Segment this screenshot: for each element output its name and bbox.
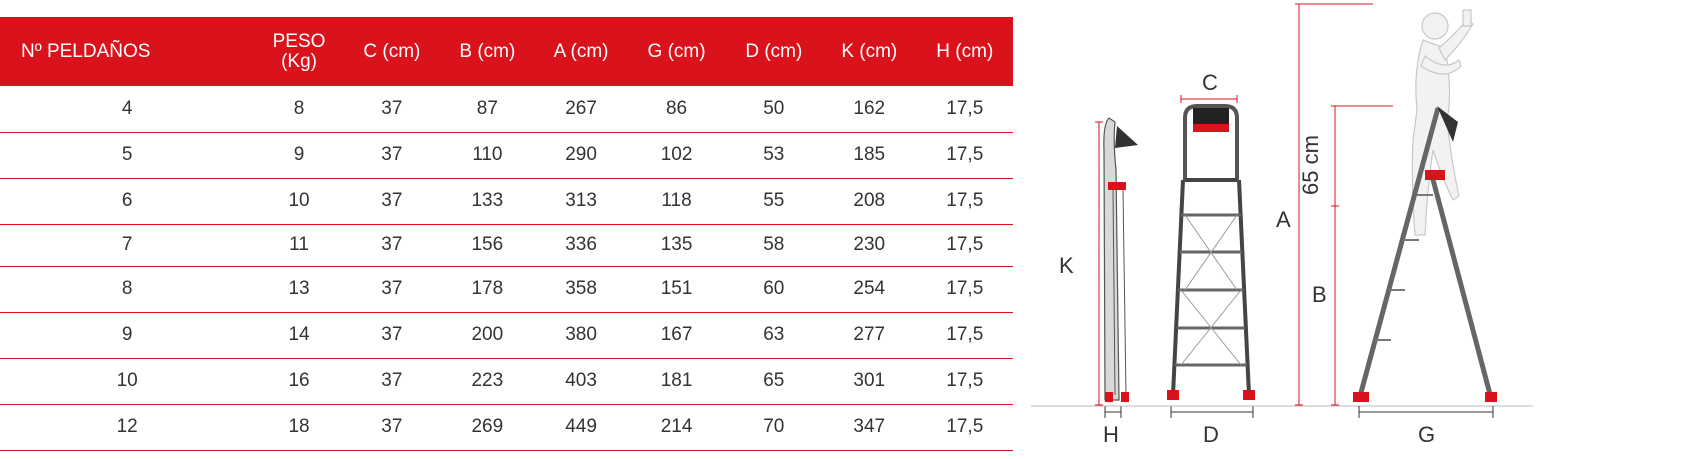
cell-c: 37	[344, 224, 440, 266]
cell-peldanos: 4	[0, 86, 254, 132]
header-b: B (cm)	[440, 17, 535, 86]
cell-peso: 9	[254, 132, 343, 178]
header-h: H (cm)	[917, 17, 1013, 86]
label-h: H	[1103, 422, 1119, 447]
cell-c: 37	[344, 178, 440, 224]
cell-d: 55	[726, 178, 822, 224]
cell-k: 230	[822, 224, 917, 266]
cell-c: 37	[344, 358, 440, 404]
table-row	[0, 132, 1013, 178]
cell-k: 277	[822, 312, 917, 358]
cell-c: 37	[344, 312, 440, 358]
cell-peldanos: 5	[0, 132, 254, 178]
cell-h: 17,5	[917, 358, 1013, 404]
cell-peso: 16	[254, 358, 343, 404]
cell-d: 63	[726, 312, 822, 358]
table-row	[0, 358, 1013, 404]
cell-a: 358	[535, 266, 628, 312]
cell-b: 269	[440, 404, 535, 450]
cell-g: 151	[627, 266, 725, 312]
cell-peso: 8	[254, 86, 343, 132]
header-peldanos: Nº PELDAÑOS	[0, 17, 254, 86]
cell-k: 162	[822, 86, 917, 132]
cell-k: 301	[822, 358, 917, 404]
cell-a: 449	[535, 404, 628, 450]
cell-g: 214	[627, 404, 725, 450]
cell-d: 58	[726, 224, 822, 266]
cell-a: 403	[535, 358, 628, 404]
cell-k: 347	[822, 404, 917, 450]
header-d: D (cm)	[726, 17, 822, 86]
cell-h: 17,5	[917, 266, 1013, 312]
ladder-open-side-view	[1295, 4, 1497, 418]
label-c: C	[1202, 70, 1218, 95]
cell-peldanos: 9	[0, 312, 254, 358]
label-g: G	[1418, 422, 1436, 447]
label-k: K	[1059, 253, 1074, 278]
cell-h: 17,5	[917, 132, 1013, 178]
cell-d: 70	[726, 404, 822, 450]
cell-g: 135	[627, 224, 725, 266]
table-row	[0, 404, 1013, 450]
cell-a: 290	[535, 132, 628, 178]
cell-c: 37	[344, 86, 440, 132]
cell-peldanos: 6	[0, 178, 254, 224]
ladder-diagrams	[1013, 0, 1683, 459]
ladder-front-view	[1167, 95, 1255, 418]
cell-d: 50	[726, 86, 822, 132]
cell-h: 17,5	[917, 86, 1013, 132]
header-peso-line1: PESO	[272, 30, 326, 52]
cell-peldanos: 10	[0, 358, 254, 404]
cell-h: 17,5	[917, 178, 1013, 224]
cell-d: 65	[726, 358, 822, 404]
cell-d: 53	[726, 132, 822, 178]
header-k: K (cm)	[822, 17, 917, 86]
cell-g: 181	[627, 358, 725, 404]
cell-b: 200	[440, 312, 535, 358]
cell-b: 156	[440, 224, 535, 266]
ladder-folded-side-view	[1095, 118, 1138, 418]
table-row	[0, 178, 1013, 224]
table-header-row	[0, 17, 1013, 86]
cell-b: 110	[440, 132, 535, 178]
cell-d: 60	[726, 266, 822, 312]
cell-a: 380	[535, 312, 628, 358]
table-row	[0, 312, 1013, 358]
cell-b: 133	[440, 178, 535, 224]
cell-peldanos: 12	[0, 404, 254, 450]
cell-b: 178	[440, 266, 535, 312]
label-b: B	[1312, 282, 1327, 307]
cell-g: 167	[627, 312, 725, 358]
cell-peso: 11	[254, 224, 343, 266]
cell-a: 313	[535, 178, 628, 224]
cell-a: 267	[535, 86, 628, 132]
cell-h: 17,5	[917, 404, 1013, 450]
cell-c: 37	[344, 132, 440, 178]
header-peso-line2: (Kg)	[281, 50, 317, 72]
cell-k: 185	[822, 132, 917, 178]
table-row	[0, 86, 1013, 132]
cell-k: 208	[822, 178, 917, 224]
cell-c: 37	[344, 404, 440, 450]
ladder-drawings	[1013, 0, 1683, 459]
cell-c: 37	[344, 266, 440, 312]
cell-peso: 14	[254, 312, 343, 358]
header-a: A (cm)	[535, 17, 628, 86]
cell-b: 87	[440, 86, 535, 132]
cell-g: 86	[627, 86, 725, 132]
header-peso	[254, 17, 343, 86]
cell-g: 102	[627, 132, 725, 178]
header-c: C (cm)	[344, 17, 440, 86]
cell-peso: 18	[254, 404, 343, 450]
table-row	[0, 266, 1013, 312]
label-d: D	[1203, 422, 1219, 447]
person-silhouette	[1412, 10, 1473, 235]
table-row	[0, 224, 1013, 266]
cell-peldanos: 7	[0, 224, 254, 266]
cell-h: 17,5	[917, 312, 1013, 358]
header-g: G (cm)	[627, 17, 725, 86]
label-height-65cm: 65 cm	[1297, 135, 1323, 195]
cell-a: 336	[535, 224, 628, 266]
cell-g: 118	[627, 178, 725, 224]
cell-b: 223	[440, 358, 535, 404]
label-a: A	[1276, 207, 1291, 232]
cell-peldanos: 8	[0, 266, 254, 312]
cell-peso: 13	[254, 266, 343, 312]
cell-h: 17,5	[917, 224, 1013, 266]
specifications-table	[0, 17, 1013, 451]
cell-peso: 10	[254, 178, 343, 224]
cell-k: 254	[822, 266, 917, 312]
